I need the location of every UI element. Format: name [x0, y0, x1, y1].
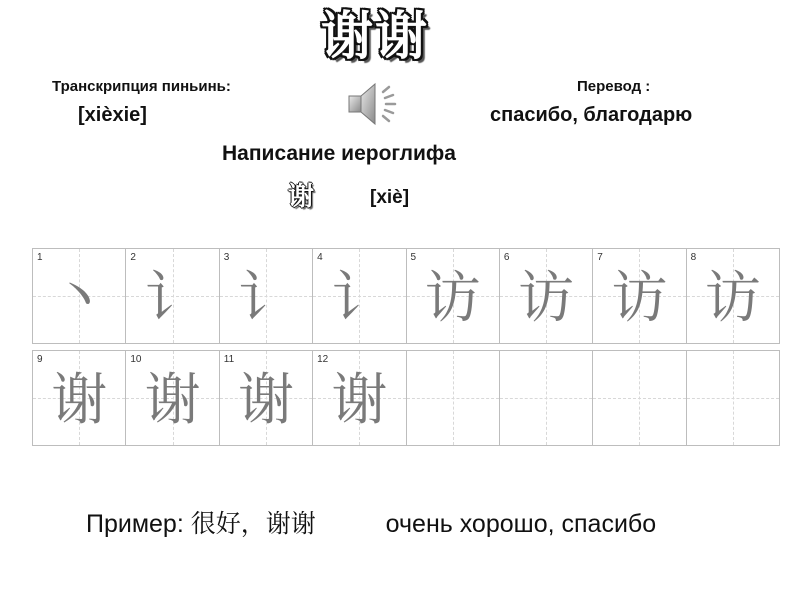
page-title: 谢谢 — [320, 7, 429, 67]
stroke-glyph: 谢 — [331, 368, 388, 433]
stroke-glyph: 访 — [518, 266, 575, 331]
stroke-glyph: 讠 — [331, 266, 388, 331]
stroke-number: 10 — [130, 354, 142, 365]
character-glyph: 谢 — [288, 182, 315, 212]
transcription-value: [xièxie] — [78, 104, 147, 126]
stroke-glyph: 丶 — [51, 266, 108, 331]
stroke-number: 1 — [37, 252, 43, 263]
translation-label: Перевод : — [577, 78, 651, 95]
stroke-cell — [313, 249, 406, 343]
stroke-glyph: 访 — [611, 266, 668, 331]
stroke-number: 9 — [37, 354, 43, 365]
stroke-number: 12 — [317, 354, 329, 365]
stroke-glyph: 讠 — [237, 266, 294, 331]
stroke-number: 2 — [130, 252, 136, 263]
stroke-glyph: 访 — [424, 266, 481, 331]
example-label: Пример: — [86, 510, 184, 538]
example-russian: очень хорошо, спасибо — [385, 510, 657, 538]
stroke-number: 3 — [223, 252, 230, 263]
stroke-cell — [33, 351, 126, 445]
stroke-cell — [593, 351, 686, 445]
stroke-cell — [407, 351, 500, 445]
stroke-grid-row-2 — [32, 350, 780, 446]
stroke-cell — [407, 249, 500, 343]
character-pinyin: [xiè] — [370, 187, 410, 208]
stroke-cell — [126, 249, 219, 343]
stroke-cell — [687, 249, 779, 343]
stroke-cell — [220, 351, 313, 445]
stroke-cell — [220, 249, 313, 343]
stroke-number: 6 — [503, 252, 510, 263]
translation-value: спасибо, благодарю — [490, 104, 693, 126]
stroke-glyph: 谢 — [237, 368, 294, 433]
stroke-cell — [500, 351, 593, 445]
stroke-cell — [593, 249, 686, 343]
stroke-glyph: 讠 — [144, 266, 201, 331]
stroke-glyph: 谢 — [51, 368, 108, 433]
stroke-cell — [500, 249, 593, 343]
example-sentence — [86, 504, 656, 540]
example-chinese: 很好，谢谢 — [190, 509, 316, 538]
stroke-number: 11 — [223, 354, 235, 365]
stroke-number: 8 — [690, 252, 697, 263]
stroke-glyph: 谢 — [144, 368, 201, 433]
writing-heading: Написание иероглифа — [222, 142, 456, 165]
stroke-cell — [313, 351, 406, 445]
speaker-icon[interactable] — [343, 78, 403, 130]
stroke-number: 4 — [317, 252, 323, 263]
stroke-grid-row-1 — [32, 248, 780, 344]
stroke-glyph: 访 — [704, 266, 761, 331]
transcription-label: Транскрипция пиньинь: — [52, 78, 231, 95]
stroke-cell — [126, 351, 219, 445]
stroke-cell — [33, 249, 126, 343]
stroke-number: 5 — [410, 252, 417, 263]
stroke-number: 7 — [597, 252, 603, 263]
stroke-cell — [687, 351, 779, 445]
